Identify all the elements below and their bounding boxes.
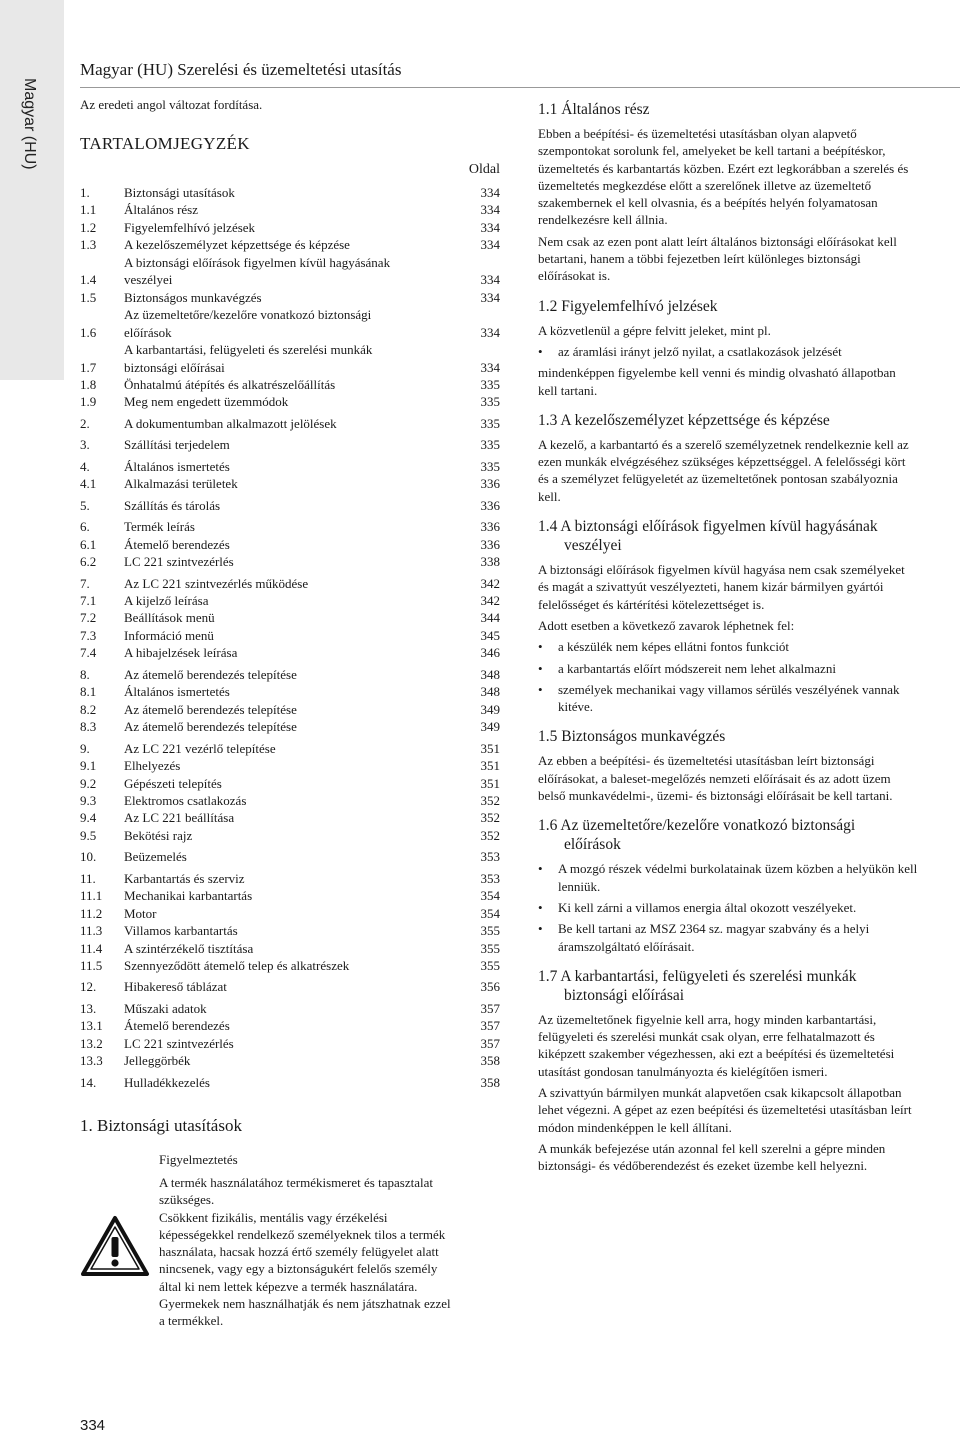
warning-body [159, 1174, 459, 1330]
toc-entry-page: 348 [480, 666, 500, 682]
toc-heading: TARTALOMJEGYZÉK [80, 134, 250, 153]
toc-entry-page: 334 [480, 219, 500, 235]
toc-entry-title: Figyelemfelhívó jelzések [124, 219, 256, 235]
toc-entry[interactable] [80, 236, 500, 253]
toc-entry-page: 336 [480, 476, 500, 492]
paragraph: A biztonsági előírások figyelmen kívül hagyása nem csak személyeket és magát a szivattyút veszélyezteti, hanem kizár bármilyen gyártói felelősséget és kártérítési kötelezettséget is. [538, 562, 905, 612]
toc-entry[interactable] [80, 848, 500, 865]
toc-entry-number: 6.1 [80, 536, 97, 552]
toc-entry-number: 4.1 [80, 476, 97, 492]
toc-entry-number: 9.1 [80, 758, 97, 774]
section-1-6-title-line1: 1.6 Az üzemeltetőre/kezelőre vonatkozó biztonsági [538, 817, 856, 835]
toc-entry-page: 335 [480, 376, 500, 392]
toc-entry-number: 13. [80, 1000, 97, 1016]
toc-entry-page: 338 [480, 554, 500, 570]
toc-entry-page: 355 [480, 923, 500, 939]
toc-entry-page: 349 [480, 719, 500, 735]
toc-entry[interactable] [80, 1052, 500, 1069]
toc-entry-number: 8. [80, 666, 90, 682]
toc-entry-page: 334 [480, 202, 500, 218]
bullet-list [538, 343, 918, 360]
toc-entry[interactable] [80, 718, 500, 735]
toc-entry-number: 11.3 [80, 923, 103, 939]
toc-entry-number: 5. [80, 497, 90, 513]
toc-entry-page: 342 [480, 575, 500, 591]
toc-entry-page: 352 [480, 792, 500, 808]
toc-entry-page: 348 [480, 684, 500, 700]
toc-entry-page: 357 [480, 1000, 500, 1016]
toc-entry-page: 334 [480, 289, 500, 305]
toc-entry-number: 6. [80, 519, 90, 535]
toc-entry[interactable] [80, 415, 500, 432]
toc-entry-title: LC 221 szintvezérlés [124, 1035, 234, 1051]
toc-entry[interactable] [80, 289, 500, 306]
toc-entry[interactable] [80, 436, 500, 453]
page-number: 334 [80, 1417, 106, 1434]
toc-entry-page: 342 [480, 592, 500, 608]
toc-entry-title: Információ menü [124, 627, 214, 643]
toc-entry-number: 14. [80, 1074, 97, 1090]
toc-entry[interactable] [80, 553, 500, 570]
section-1-5-title: 1.5 Biztonságos munkavégzés [538, 728, 726, 746]
toc-entry-title: Beállítások menü [124, 610, 215, 626]
toc-entry-title: Motor [124, 905, 157, 921]
toc-entry[interactable] [80, 775, 500, 792]
list-item: • a készülék nem képes ellátni fontos funkciót [538, 638, 918, 655]
toc-entry-number: 8.2 [80, 701, 97, 717]
right-column [538, 100, 918, 1178]
toc-entry-page: 358 [480, 1074, 500, 1090]
toc-entry[interactable] [80, 458, 500, 475]
toc-entry-title: Jelleggörbék [124, 1053, 191, 1069]
toc-entry-page: 357 [480, 1035, 500, 1051]
toc-entry-number: 7.3 [80, 627, 97, 643]
language-side-tab [0, 0, 64, 380]
toc-entry-number: 4. [80, 458, 90, 474]
warning-text-2: Csökkent fizikális, mentális vagy érzékelési képességekkel rendelkező személyeknek tilos a termék használata, hacsak hozzá értő személy felügyelet alatt nincsenek, vagy egy a biztonságukért felelős személy által ki nem lettek képezve a termék használatára. [159, 1209, 446, 1294]
toc-entry-title: A kezelőszemélyzet képzettsége és képzése [124, 237, 350, 253]
toc-entry[interactable] [80, 201, 500, 218]
toc-entry-title: Átemelő berendezés [124, 536, 230, 552]
header-divider [80, 87, 960, 88]
toc-entry[interactable] [80, 701, 500, 718]
toc-entry-title: Az üzemeltetőre/kezelőre vonatkozó biztonsági előírások [124, 307, 372, 340]
bullet-list [538, 638, 918, 715]
toc-entry-title: Az LC 221 vezérlő telepítése [124, 740, 276, 756]
toc-entry-page: 345 [480, 627, 500, 643]
toc-entry[interactable] [80, 184, 500, 201]
toc-entry[interactable] [80, 978, 500, 995]
toc-entry[interactable] [80, 575, 500, 592]
toc-entry-number: 1.3 [80, 237, 97, 253]
list-item: • a karbantartás előírt módszereit nem lehet alkalmazni [538, 660, 918, 677]
section-1-4-title-line1: 1.4 A biztonsági előírások figyelmen kívül hagyásának [538, 518, 878, 536]
toc-entry[interactable] [80, 870, 500, 887]
warning-text-3: Gyermekek nem használhatják és nem játszhatnak ezzel a termékkel. [159, 1296, 451, 1329]
toc-entry-page: 352 [480, 827, 500, 843]
toc-entry-title: Termék leírás [124, 519, 195, 535]
translation-note: Az eredeti angol változat fordítása. [80, 97, 263, 112]
section-1-7-title-line1: 1.7 A karbantartási, felügyeleti és szerelési munkák [538, 967, 857, 985]
toc-entry-number: 1.4 [80, 272, 97, 288]
toc-entry-page: 334 [480, 237, 500, 253]
toc-entry-number: 7.2 [80, 610, 97, 626]
list-item: • A mozgó részek védelmi burkolatainak üzem közben a helyükön kell lenniük. [538, 860, 918, 895]
toc-entry[interactable] [80, 792, 500, 809]
toc-entry-title: Gépészeti telepítés [124, 775, 222, 791]
section-1-1-title: 1.1 Általános rész [538, 101, 650, 118]
toc-entry-title: Bekötési rajz [124, 827, 193, 843]
toc-entry[interactable] [80, 809, 500, 826]
toc-entry[interactable] [80, 922, 500, 939]
toc-entry-number: 1.7 [80, 359, 97, 375]
toc-entry-title: Átemelő berendezés [124, 1018, 230, 1034]
toc-entry[interactable] [80, 518, 500, 535]
section-1-4-title [538, 517, 918, 555]
warning-label: Figyelmeztetés [159, 1152, 238, 1167]
toc-entry-number: 13.2 [80, 1035, 103, 1051]
toc-entry[interactable] [80, 219, 500, 236]
toc-entry-number: 7.1 [80, 592, 97, 608]
toc-entry-title: Hibakereső táblázat [124, 979, 227, 995]
toc-entry-title: Szennyeződött átemelő telep és alkatrészek [124, 958, 350, 974]
toc-entry-title: Általános ismertetés [124, 684, 230, 700]
section-1-6-title [538, 816, 918, 854]
toc-entry-title: Általános rész [124, 202, 199, 218]
toc-entry[interactable] [80, 740, 500, 757]
toc-entry-title: Biztonságos munkavégzés [124, 289, 262, 305]
toc-entry[interactable] [80, 254, 500, 289]
warning-triangle-icon [80, 1215, 150, 1277]
toc-entry-title: Meg nem engedett üzemmódok [124, 394, 289, 410]
toc-entry[interactable] [80, 957, 500, 974]
toc-entry-page: 354 [480, 905, 500, 921]
toc-entry-number: 1.1 [80, 202, 97, 218]
paragraph: Nem csak az ezen pont alatt leírt általános biztonsági előírásokat kell betartani, hanem a többi fejezetben leírt különleges biztonsági előírásokat is. [538, 233, 897, 284]
toc-entry-title: Elhelyezés [124, 758, 181, 774]
toc-entry[interactable] [80, 376, 500, 393]
toc-entry-page: 346 [480, 645, 500, 661]
toc-entry-page: 351 [480, 740, 500, 756]
toc-entry[interactable] [80, 683, 500, 700]
toc-entry-number: 6.2 [80, 554, 97, 570]
toc-entry-number: 11.5 [80, 958, 103, 974]
toc-entry-title: Szállítás és tárolás [124, 497, 221, 513]
toc-entry-title: Szállítási terjedelem [124, 437, 230, 453]
toc-entry-page: 334 [480, 185, 500, 200]
paragraph: Adott esetben a következő zavarok léphetnek fel: [538, 617, 795, 633]
toc-entry[interactable] [80, 306, 500, 341]
toc-entry-number: 10. [80, 849, 97, 865]
toc-entry-number: 8.3 [80, 719, 97, 735]
toc-entry-page: 351 [480, 758, 500, 774]
toc-entry-number: 1.6 [80, 324, 97, 340]
toc-entry[interactable] [80, 393, 500, 410]
section-1-6-title-line2: előírások [564, 836, 621, 854]
toc-entry-number: 2. [80, 415, 90, 431]
toc-entry-number: 13.1 [80, 1018, 103, 1034]
section-1-4-title-line2: veszélyei [564, 537, 622, 555]
paragraph: A kezelő, a karbantartó és a szerelő személyzetnek rendelkeznie kell az ezen munkák elvégzéséhez szükséges képzettséggel. A felelősségi kört és a személyzet felügyeletét az üzemeltetőnek pontosan szabályoznia kell. [538, 436, 909, 504]
toc-entry-page: 354 [480, 888, 500, 904]
toc-entry-number: 9. [80, 740, 90, 756]
section-1-2-title: 1.2 Figyelemfelhívó jelzések [538, 297, 718, 315]
toc-entry[interactable] [80, 475, 500, 492]
toc-entry-title: Általános ismertetés [124, 458, 230, 474]
paragraph: A szivattyún bármilyen munkát alapvetően csak kikapcsolt állapotban lehet végezni. A gépet az ezen beépítési és üzemeltetési utasításban leírt módon mindenképpen le kell állítani. [538, 1084, 912, 1135]
toc-entry-page: 334 [480, 359, 500, 375]
toc-entry-title: Karbantartás és szerviz [124, 870, 245, 886]
toc-entry-number: 11.2 [80, 905, 103, 921]
toc-entry-title: Műszaki adatok [124, 1000, 207, 1016]
toc-entry-title: A karbantartási, felügyeleti és szerelési munkák biztonsági előírásai [124, 342, 373, 375]
toc-entry-title: Az LC 221 beállítása [124, 810, 235, 826]
toc-entry[interactable] [80, 940, 500, 957]
toc-entry[interactable] [80, 1000, 500, 1017]
toc-entry[interactable] [80, 609, 500, 626]
toc-entry-title: Mechanikai karbantartás [124, 888, 253, 904]
toc-entry-title: Az átemelő berendezés telepítése [124, 701, 297, 717]
toc-entry-page: 334 [480, 272, 500, 288]
toc-entry[interactable] [80, 666, 500, 683]
toc-entry-title: Alkalmazási területek [124, 476, 238, 492]
toc-entry-title: LC 221 szintvezérlés [124, 554, 234, 570]
list-item: • Ki kell zárni a villamos energia által okozott veszélyeket. [538, 899, 918, 916]
toc-entry[interactable] [80, 887, 500, 904]
toc-entry[interactable] [80, 592, 500, 609]
page-title: Magyar (HU) Szerelési és üzemeltetési utasítás [80, 60, 402, 79]
toc-entry-title: A kijelző leírása [124, 592, 209, 608]
toc-entry[interactable] [80, 1017, 500, 1034]
toc-entry-title: Elektromos csatlakozás [124, 792, 247, 808]
table-of-contents [80, 184, 500, 1091]
toc-entry-page: 335 [480, 458, 500, 474]
toc-entry-page: 351 [480, 775, 500, 791]
toc-entry-number: 9.2 [80, 775, 97, 791]
toc-page-column-label: Oldal [468, 162, 500, 177]
toc-entry-page: 336 [480, 536, 500, 552]
toc-entry-number: 8.1 [80, 684, 97, 700]
toc-entry-page: 336 [480, 497, 500, 513]
paragraph: Az üzemeltetőnek figyelnie kell arra, hogy minden karbantartási, felügyeleti és szerelési munkát csak olyan, erre felhatalmazott és kiképzett szakember végezhessen, aki ezt a beépítési és üzemeltetési utasítást gondosan tanulmányozta és kielégítően ismeri. [538, 1011, 895, 1079]
toc-entry-number: 12. [80, 979, 97, 995]
section-1-3-title: 1.3 A kezelőszemélyzet képzettsége és képzése [538, 411, 830, 429]
toc-entry-page: 357 [480, 1018, 500, 1034]
section-1-7-title-line2: biztonsági előírásai [564, 986, 685, 1004]
toc-entry-page: 335 [480, 394, 500, 410]
toc-entry-page: 358 [480, 1053, 500, 1069]
toc-entry-title: Beüzemelés [124, 849, 187, 865]
toc-entry-title: Biztonsági utasítások [124, 185, 235, 200]
paragraph: Az ebben a beépítési- és üzemeltetési utasításban leírt biztonsági előírásokat, a baleset-megelőzés nemzeti előírásait és az adott üzem belső munkavédelmi-, üzemi- és biztonsági előírásait be kell tartani. [538, 753, 893, 804]
toc-entry-page: 352 [480, 810, 500, 826]
toc-entry-title: Az LC 221 szintvezérlés működése [124, 575, 309, 591]
bullet-list [538, 860, 918, 954]
toc-entry[interactable] [80, 1035, 500, 1052]
toc-entry-number: 1.5 [80, 289, 97, 305]
section-1-title: 1. Biztonsági utasítások [80, 1116, 242, 1135]
paragraph: Ebben a beépítési- és üzemeltetési utasításban olyan alapvető szempontokat sorolunk fel, amelyeket be kell tartani a beépítéskor, üzemeltetés és karbantartás közben. Ezért ezt legkorábban a szerelés és üzemeltetés megkezdése előtt a szerelőnek illetve az üzemeltető szakembernek el kell olvasnia, és a beépítés helyén folyamatosan rendelkezésre kell állnia. [538, 126, 909, 228]
toc-entry-page: 356 [480, 979, 500, 995]
toc-entry-title: A biztonsági előírások figyelmen kívül hagyásának veszélyei [124, 254, 391, 288]
paragraph: mindenképpen figyelembe kell venni és mindig olvasható állapotban kell tartani. [538, 365, 896, 398]
list-item: • személyek mechanikai vagy villamos sérülés veszélyének vannak kitéve. [538, 681, 918, 716]
toc-entry-page: 353 [480, 849, 500, 865]
toc-entry-title: A hibajelzések leírása [124, 645, 238, 661]
toc-entry-title: Villamos karbantartás [124, 923, 238, 939]
toc-entry-page: 334 [480, 324, 500, 340]
section-1-7-title [538, 967, 918, 1005]
toc-entry-number: 1.8 [80, 376, 97, 392]
toc-entry-page: 335 [480, 437, 500, 453]
toc-entry-number: 7.4 [80, 645, 97, 661]
toc-entry-number: 7. [80, 575, 90, 591]
toc-entry[interactable] [80, 905, 500, 922]
toc-entry[interactable] [80, 644, 500, 661]
toc-entry-page: 349 [480, 701, 500, 717]
toc-entry-page: 335 [480, 415, 500, 431]
toc-entry-number: 1.2 [80, 219, 97, 235]
toc-entry-page: 336 [480, 519, 500, 535]
toc-entry-title: A szintérzékelő tisztítása [124, 940, 254, 956]
warning-text-1: A termék használatához termékismeret és tapasztalat szükséges. [159, 1175, 433, 1208]
toc-entry[interactable] [80, 1074, 500, 1091]
toc-entry[interactable] [80, 497, 500, 514]
toc-entry[interactable] [80, 827, 500, 844]
toc-entry-number: 1. [80, 185, 90, 200]
toc-entry-title: Hulladékkezelés [124, 1074, 210, 1090]
side-tab-label: Magyar (HU) [21, 78, 38, 170]
toc-entry-page: 353 [480, 870, 500, 886]
toc-entry-title: Önhatalmú átépítés és alkatrészelőállítás [124, 376, 336, 392]
toc-entry-title: Az átemelő berendezés telepítése [124, 719, 297, 735]
toc-entry-number: 11.1 [80, 888, 103, 904]
toc-entry-number: 11.4 [80, 940, 103, 956]
toc-entry-number: 3. [80, 437, 90, 453]
toc-entry-page: 355 [480, 958, 500, 974]
toc-entry-title: A dokumentumban alkalmazott jelölések [124, 415, 337, 431]
toc-entry-number: 11. [80, 870, 96, 886]
toc-entry-number: 13.3 [80, 1053, 103, 1069]
toc-entry-number: 9.3 [80, 792, 97, 808]
toc-entry[interactable] [80, 757, 500, 774]
list-item: • Be kell tartani az MSZ 2364 sz. magyar szabvány és a helyi áramszolgáltató előírásait. [538, 920, 918, 955]
paragraph: A munkák befejezése után azonnal fel kell szerelni a gépre minden biztonsági- és védőberendezést és ezeket üzembe kell helyezni. [538, 1140, 886, 1174]
toc-entry[interactable] [80, 341, 500, 376]
toc-entry-page: 344 [480, 610, 500, 626]
toc-entry-number: 9.4 [80, 810, 97, 826]
toc-entry[interactable] [80, 627, 500, 644]
list-item: • az áramlási irányt jelző nyilat, a csatlakozások jelzését [538, 343, 918, 360]
toc-entry[interactable] [80, 536, 500, 553]
toc-entry-title: Az átemelő berendezés telepítése [124, 666, 297, 682]
paragraph: A közvetlenül a gépre felvitt jeleket, mint pl. [538, 322, 771, 338]
toc-entry-number: 1.9 [80, 394, 97, 410]
toc-entry-page: 355 [480, 940, 500, 956]
toc-entry-number: 9.5 [80, 827, 97, 843]
